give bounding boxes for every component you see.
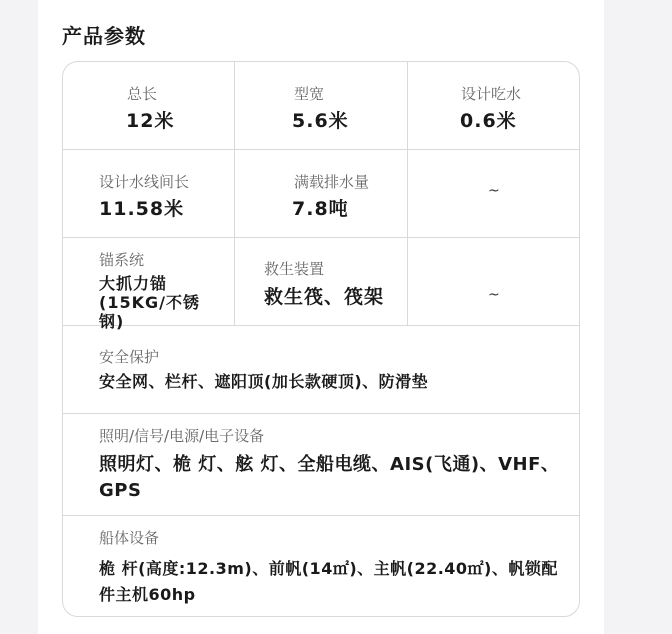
param-label: 满载排水量 (294, 173, 370, 191)
param-label: 安全保护 (99, 348, 160, 366)
param-cell-anchor (63, 238, 235, 331)
param-value: 5.6米 (292, 110, 349, 132)
params-row (63, 150, 579, 238)
param-value: 11.58米 (99, 198, 185, 220)
param-label: 船体设备 (99, 529, 160, 547)
param-value: 救生筏、筏架 (264, 286, 385, 308)
param-label: 锚系统 (99, 251, 145, 269)
params-row-safety (63, 326, 579, 414)
param-label: 总长 (127, 85, 158, 103)
param-cell-empty (408, 150, 579, 237)
empty-placeholder: ~ (488, 287, 500, 303)
params-row (63, 62, 579, 150)
product-params-table (62, 61, 580, 617)
param-value: 照明灯、桅 灯、舷 灯、全船电缆、AIS(飞通)、VHF、GPS (99, 454, 560, 501)
param-cell-beam (235, 62, 408, 149)
section-title: 产品参数 (62, 24, 146, 48)
param-value: 桅 杆(高度:12.3m)、前帆(14㎡)、主帆(22.40㎡)、帆锁配件主机60hp (99, 559, 558, 604)
param-value: 12米 (126, 110, 175, 132)
params-row (63, 238, 579, 331)
param-cell-draft (408, 62, 579, 149)
param-value: 安全网、栏杆、遮阳顶(加长款硬顶)、防滑垫 (99, 372, 429, 391)
param-label: 设计吃水 (461, 85, 522, 103)
param-label: 设计水线间长 (99, 173, 190, 191)
params-row-hull (63, 516, 579, 616)
param-label: 型宽 (294, 85, 325, 103)
param-cell-length (63, 62, 235, 149)
param-value: 7.8吨 (292, 198, 349, 220)
param-value: 大抓力锚(15KG/不锈钢) (99, 274, 200, 331)
param-cell-empty (408, 238, 579, 325)
params-row-lighting (63, 414, 579, 516)
param-cell-displacement (235, 150, 408, 237)
param-label: 照明/信号/电源/电子设备 (99, 427, 265, 445)
param-value: 0.6米 (460, 110, 517, 132)
param-cell-waterline-length (63, 150, 235, 237)
param-cell-lifesaving (235, 238, 408, 325)
param-label: 救生装置 (264, 260, 325, 278)
empty-placeholder: ~ (488, 183, 500, 199)
